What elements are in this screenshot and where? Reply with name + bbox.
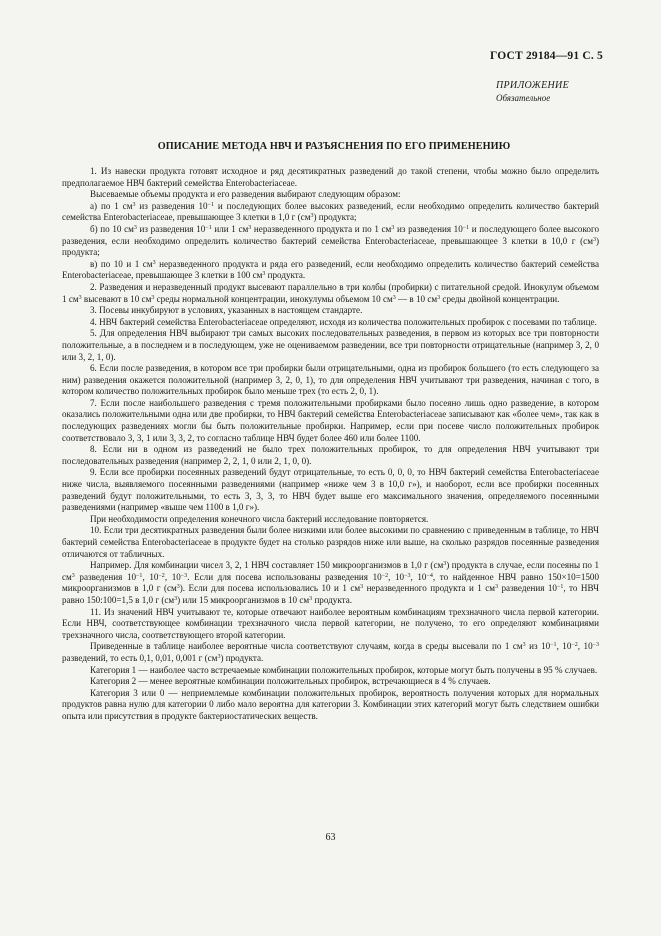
paragraph: 2. Разведения и неразведенный продукт высевают параллельно в три колбы (пробирки) с питательной средой. Инокулум объемом 1 $см^3$ высевают в 10 $см^3$ среды нормальной концентрации, инокулумы объемом 10 $см^3$ — в 10 $см^3$ среды двойной концентрации. [62, 281, 599, 304]
paragraph: 1. Из навески продукта готовят исходное и ряд десятикратных разведений до такой степени, чтобы можно было определить предполагаемое НВЧ бактерий семейства Enterobacteriaceae. [62, 166, 599, 188]
paragraph: в) по 10 и 1 $см^3$ неразведенного продукта и ряда его разведений, если необходимо определить количество бактерий семейства Enterobacteriaceae, превышающее 3 клетки в 100 $см^3$ продукта. [62, 258, 599, 281]
paragraph: 8. Если ни в одном из разведений не было трех положительных пробирок, то для определения НВЧ учитывают три последовательных разведения (например 2, 2, 1, 0 или 2, 1, 0, 0). [62, 444, 599, 466]
paragraph: Высеваемые объемы продукта и его разведения выбирают следующим образом: [90, 189, 401, 200]
paragraph: 10. Если три десятикратных разведения были более низкими или более высокими по сравнению с приведенным в таблице, то НВЧ бактерий семейства Enterobacteriaceae в продукте будет на столько разрядов ниже или выше, на сколько разрядов посеянные разведения отличаются от табличных. [62, 525, 599, 559]
paragraph: 3. Посевы инкубируют в условиях, указанных в настоящем стандарте. [90, 305, 363, 316]
appendix-type: Обязательное [496, 93, 551, 103]
paragraph: 4. НВЧ бактерий семейства Enterobacteriaceae определяют, исходя из количества положительных пробирок с посевами по таблице. [90, 316, 597, 327]
page-header: ГОСТ 29184—91 С. 5 [490, 50, 603, 62]
paragraph: Например. Для комбинации чисел 3, 2, 1 НВЧ составляет 150 микроорганизмов в 1,0 г $(см^3)$ продукта в случае, если посеяны по 1 $см^3$ разведения $10^{-1}$, $10^{-2}$, $10^{-3}$. Если для посева использованы разведения $10^{-2}$, $10^{-3}$, $10^{-4}$, то найденное НВЧ равно 150×10=1500 микроорганизмов в 1,0 г $(см^3)$. Если для посева использовались 10 и 1 $см^3$ неразведенного продукта и 1 $см^3$ разведения $10^{-1}$, то НВЧ равно 150:100=1,5 в 1,0 г $(см^3)$ или 15 микроорганизмов в 10 $см^3$ продукта. [62, 560, 600, 605]
paragraph: б) по 10 $см^3$ из разведения $10^{-1}$ или 1 $см^3$ неразведенного продукта и по 1 $см^3$ из разведения $10^{-1}$ и последующего более высокого разведения, если необходимо определить количество бактерий семейства Enterobacteriaceae, превышающее 3 клетки в 10,0 г $(см^3)$ продукта; [62, 223, 599, 258]
appendix-label: ПРИЛОЖЕНИЕ [496, 80, 569, 91]
paragraph: 6. Если после разведения, в котором все три пробирки были отрицательными, одна из пробирок большего (то есть следующего за ним) разведения окажется положительной (например 3, 2, 0, 1), то для определения НВЧ учитывают три разведения, начиная с того, в котором количество положительных пробирок было меньше трех (то есть 2, 0, 1). [62, 363, 599, 397]
paragraph: Категория 1 — наиболее часто встречаемые комбинации положительных пробирок, которые могут быть получены в 95 % случаев. [90, 664, 598, 675]
page-number: 63 [325, 832, 336, 843]
paragraph: При необходимости определения конечного числа бактерий исследование повторяется. [90, 513, 429, 524]
paragraph: Приведенные в таблице наиболее вероятные числа соответствуют случаям, когда в среды высевали по 1 $см^3$ из $10^{-1}$, $10^{-2}$, $10^{-3}$ разведений, то есть 0,1, 0,01, 0,001 г $(см^3)$ продукта. [62, 641, 600, 663]
paragraph: 5. Для определения НВЧ выбирают три самых высоких последовательных разведения, в первом из которых все три повторности положительные, а в последнем и в последующем, уже не оцениваемом разведении, все три повторности отрицательные (например 3, 2, 0 или 3, 2, 1, 0). [62, 328, 599, 362]
appendix-label-block [496, 80, 569, 104]
section-title: ОПИСАНИЕ МЕТОДА НВЧ И РАЗЪЯСНЕНИЯ ПО ЕГО ПРИМЕНЕНИЮ [157, 141, 511, 152]
paragraph: 9. Если все пробирки посеянных разведений будут отрицательные, то есть 0, 0, 0, то НВЧ бактерий семейства Enterobacteriaceae ниже числа, выявляемого посеянными разведениями (например «ниже чем 3 в 10,0 г»), и наоборот, если все пробирки посеянных разведений будут положительными, то есть 3, 3, 3, то НВЧ будет выше его максимального значения, определяемого посеянными разведениями (например «выше чем 1100 в 1,0 г»). [62, 467, 599, 513]
paragraph: 7. Если после наибольшего разведения с тремя положительными пробирками было посеяно лишь одно разведение, в котором оказались положительными одна или две пробирки, то НВЧ бактерий семейства Enterobacteriaceae записывают как «более чем», так как в последующих разведениях могли бы быть положительные пробирки. Например, если при посеве число положительных пробирок соответствовало 3, 3, 1 или 3, 3, 2, то согласно таблице НВЧ будет более 460 или более 1100. [62, 397, 599, 443]
paragraph: 11. Из значений НВЧ учитывают те, которые отвечают наиболее вероятным комбинациям трехзначного числа первой категории. Если НВЧ, соответствующее комбинации трехзначного числа первой категории, не получено, то его определяют комбинациями трехзначного числа, соответствующего второй категории. [62, 606, 599, 640]
paragraph: Категория 2 — менее вероятные комбинации положительных пробирок, встречающиеся в 4 % случаев. [90, 676, 491, 687]
paragraph: а) по 1 $см^3$ из разведения $10^{-1}$ и последующих более высоких разведений, если необходимо определить количество бактерий семейства Enterobacteriaceae, превышающее 3 клетки в 1,0 г $(см^3)$ продукта; [62, 200, 599, 223]
body-text [62, 166, 599, 723]
paragraph: Категория 3 или 0 — неприемлемые комбинации положительных пробирок, вероятность получения которых для нормальных продуктов равна нулю для категории 0 либо мало вероятна для категории 3. Комбинации этих категорий могут быть следствием ошибки опыта или присутствия в продукте бактериостатических веществ. [62, 687, 599, 721]
